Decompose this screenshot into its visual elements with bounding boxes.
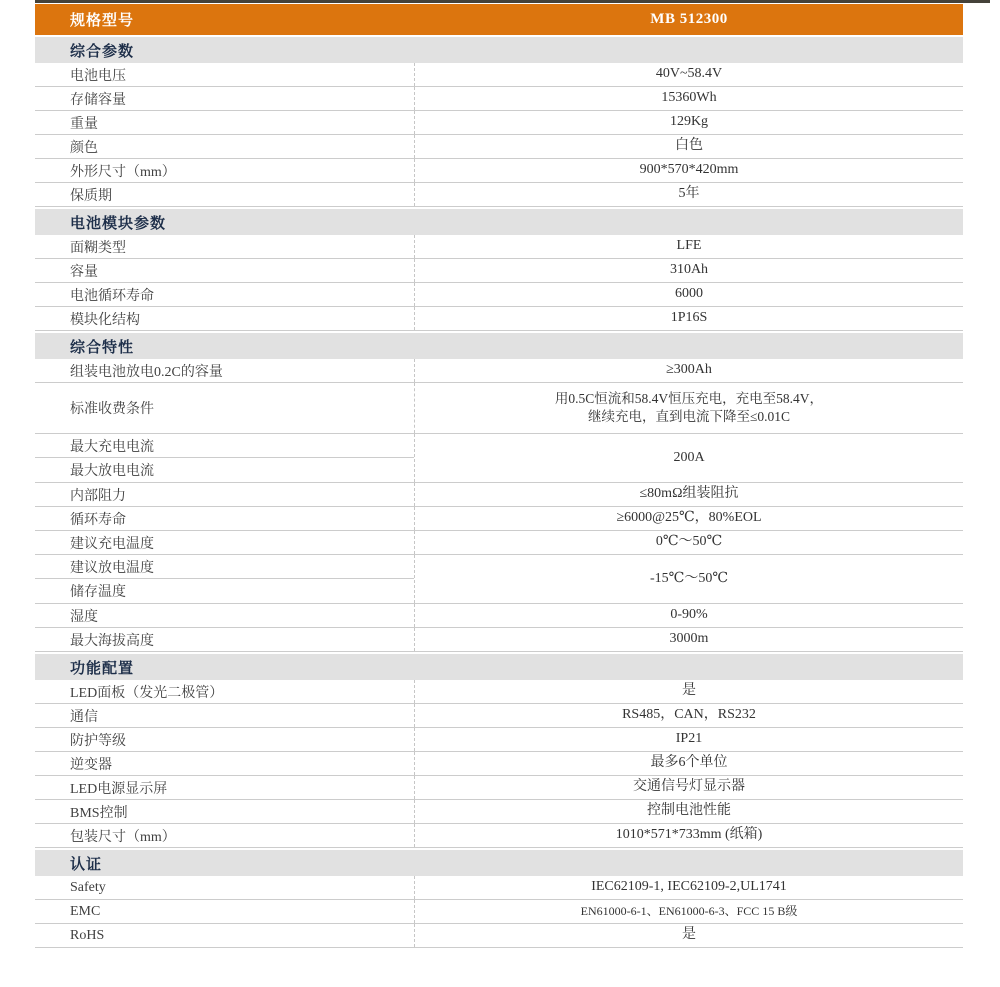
row-value: 40V~58.4V [655, 66, 723, 82]
table-row [35, 728, 963, 752]
row-label: 组装电池放电0.2C的容量 [35, 359, 415, 382]
row-value: 6000 [675, 286, 703, 302]
table-row [35, 483, 963, 507]
row-value: ≤80mΩ组装阻抗 [639, 486, 739, 502]
row-value: 1010*571*733mm (纸箱) [615, 827, 763, 843]
table-row [35, 307, 963, 331]
table-row [35, 604, 963, 628]
table-row [35, 924, 963, 948]
spec-table [35, 4, 963, 948]
section-title: 综合参数 [70, 43, 135, 60]
row-value: 310Ah [669, 262, 709, 278]
row-label: 颜色 [35, 135, 415, 158]
row-label-group [35, 555, 415, 603]
row-label-group [35, 434, 415, 482]
row-value: 0-90% [670, 607, 708, 623]
table-row [35, 680, 963, 704]
row-label: 最大放电电流 [70, 464, 154, 479]
row-label: 通信 [35, 704, 415, 727]
section-title: 电池模块参数 [70, 215, 167, 232]
row-value: 0℃～50℃ [655, 534, 723, 550]
row-label: RoHS [35, 924, 415, 947]
row-label: LED面板（发光二极管） [35, 680, 415, 703]
row-label: 建议充电温度 [35, 531, 415, 554]
row-label: 保质期 [35, 183, 415, 206]
row-label: 逆变器 [35, 752, 415, 775]
row-label: 循环寿命 [35, 507, 415, 530]
row-value [415, 383, 963, 433]
table-row [35, 111, 963, 135]
row-value: 200A [673, 449, 705, 465]
section-header [35, 850, 963, 876]
section-header [35, 209, 963, 235]
table-row [35, 800, 963, 824]
row-value: 是 [682, 927, 696, 943]
row-value: 129Kg [669, 114, 709, 130]
row-value: IEC62109-1, IEC62109-2,UL1741 [591, 879, 787, 895]
table-row [35, 628, 963, 652]
row-value: 900*570*420mm [639, 162, 739, 178]
row-label: 重量 [35, 111, 415, 134]
row-label: 湿度 [35, 604, 415, 627]
table-row [35, 159, 963, 183]
model-number: MB 512300 [650, 11, 728, 27]
table-row [35, 183, 963, 207]
spec-model-heading: 规格型号 [70, 13, 135, 29]
row-label: 存储容量 [35, 87, 415, 110]
row-value: 5年 [678, 186, 700, 202]
row-label: 外形尺寸（mm） [35, 159, 415, 182]
row-label: 模块化结构 [35, 307, 415, 330]
row-value-line: 用0.5C恒流和58.4V恒压充电，充电至58.4V， [554, 390, 824, 406]
table-row [35, 824, 963, 848]
row-value: ≥300Ah [666, 362, 712, 378]
row-value: ≥6000@25℃，80%EOL [616, 510, 762, 526]
table-row [35, 383, 963, 434]
table-row [35, 531, 963, 555]
row-value: 交通信号灯显示器 [633, 779, 745, 795]
row-label: 最大充电电流 [35, 434, 414, 458]
table-row [35, 876, 963, 900]
table-row [35, 434, 963, 483]
table-row [35, 555, 963, 604]
top-edge-strip [35, 0, 990, 3]
row-value: LFE [676, 238, 702, 254]
table-row [35, 752, 963, 776]
row-value: RS485，CAN，RS232 [622, 707, 756, 723]
row-label: 包装尺寸（mm） [35, 824, 415, 847]
row-label: 内部阻力 [35, 483, 415, 506]
row-value: 最多6个单位 [650, 755, 728, 771]
row-value: 白色 [675, 138, 703, 154]
table-row [35, 235, 963, 259]
section-header [35, 654, 963, 680]
row-label: 储存温度 [70, 585, 126, 600]
table-row [35, 283, 963, 307]
row-value: 控制电池性能 [647, 803, 731, 819]
spec-table-body [35, 37, 963, 948]
row-value: EN61000-6-1、EN61000-6-3、FCC 15 B级 [580, 904, 798, 919]
table-row [35, 87, 963, 111]
row-label: 最大海拔高度 [35, 628, 415, 651]
section-title: 功能配置 [70, 660, 135, 677]
table-row [35, 63, 963, 87]
section-title: 综合特性 [70, 339, 135, 356]
row-label: Safety [35, 876, 415, 899]
row-label: EMC [35, 900, 415, 923]
section-header [35, 333, 963, 359]
row-label: 电池循环寿命 [35, 283, 415, 306]
row-value-line: 继续充电，直到电流下降至≤0.01C [587, 409, 791, 424]
row-label: LED电源显示屏 [35, 776, 415, 799]
row-value: 是 [682, 683, 696, 699]
row-label: 标准收费条件 [35, 383, 415, 433]
row-value: 3000m [669, 631, 709, 647]
row-label: 电池电压 [35, 63, 415, 86]
row-value: 15360Wh [661, 90, 717, 106]
row-value: IP21 [675, 731, 703, 747]
row-label: 容量 [35, 259, 415, 282]
row-label: BMS控制 [35, 800, 415, 823]
row-value: 1P16S [670, 310, 708, 326]
row-label: 面糊类型 [35, 235, 415, 258]
table-row [35, 776, 963, 800]
table-header-bar [35, 4, 963, 35]
table-row [35, 359, 963, 383]
row-label: 防护等级 [35, 728, 415, 751]
table-row [35, 704, 963, 728]
row-value: -15℃～50℃ [650, 570, 728, 586]
section-title: 认证 [70, 856, 103, 873]
table-row [35, 900, 963, 924]
table-row [35, 135, 963, 159]
row-label: 建议放电温度 [35, 555, 414, 579]
table-row [35, 507, 963, 531]
section-header [35, 37, 963, 63]
table-row [35, 259, 963, 283]
